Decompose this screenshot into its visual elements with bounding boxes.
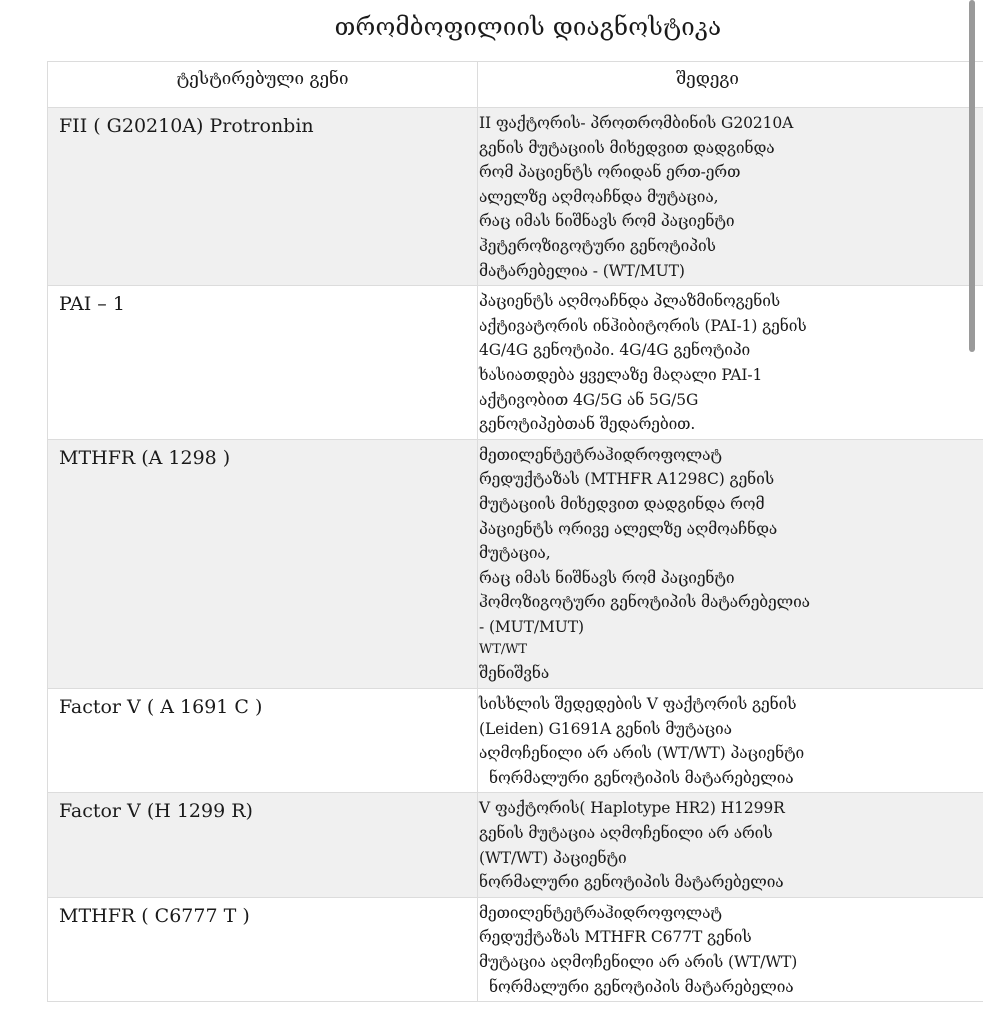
- result-cell: [478, 108, 983, 286]
- result-line: მუტაცია აღმოჩენილი არ არის (WT/WT): [479, 953, 798, 971]
- result-line: სისხლის შედედების V ფაქტორის გენის: [479, 695, 797, 714]
- gene-cell: FII ( G20210A) Protronbin: [48, 108, 478, 286]
- result-line: მატარებელია - (WT/MUT): [479, 261, 685, 280]
- result-line: II ფაქტორის- პროთრომბინის G20210A: [479, 114, 794, 132]
- result-line: მეთილენტეტრაჰიდროფოლატ: [479, 903, 722, 922]
- table-header-row: [48, 62, 983, 108]
- result-line: რომ პაციენტს ორიდან ერთ-ერთ: [479, 163, 741, 182]
- result-line: - (MUT/MUT): [479, 617, 584, 636]
- table-row: [48, 793, 983, 897]
- header-tested-gene: ტესტირებული გენი: [48, 62, 478, 108]
- table-row: [48, 286, 983, 440]
- result-line: ჰეტეროზიგოტური გენოტიპის: [479, 236, 716, 255]
- result-line: აქტივობით 4G/5G ან 5G/5G: [479, 390, 699, 409]
- result-line: ნორმალური გენოტიპის მატარებელია: [489, 977, 794, 996]
- genotype-note: WT/WT: [479, 642, 527, 658]
- result-line: მეთილენტეტრაჰიდროფოლატ: [479, 445, 722, 464]
- result-line: ჰომოზიგოტური გენოტიპის მატარებელია: [479, 593, 810, 612]
- result-cell: [478, 689, 983, 793]
- table-row: [48, 108, 983, 286]
- result-line: მუტაციის მიხედვით დადგინდა რომ: [479, 494, 765, 513]
- result-line: ნორმალური გენოტიპის მატარებელია: [489, 768, 794, 787]
- result-line: პაციენტს ორივე ალელზე აღმოაჩნდა: [479, 519, 778, 538]
- result-cell: [478, 286, 983, 440]
- vertical-scrollbar[interactable]: [969, 0, 975, 352]
- result-line: 4G/4G გენოტიპი. 4G/4G გენოტიპი: [479, 341, 751, 360]
- result-cell: [478, 793, 983, 897]
- gene-cell: MTHFR (A 1298 ): [48, 439, 478, 688]
- result-line: (WT/WT) პაციენტი: [479, 848, 627, 867]
- result-line: რაც იმას ნიშნავს რომ პაციენტი: [479, 568, 735, 587]
- result-line: ალელზე აღმოაჩნდა მუტაცია,: [479, 187, 719, 206]
- page-title: თრომბოფილიის დიაგნოსტიკა: [334, 13, 722, 41]
- result-cell: [478, 439, 983, 688]
- gene-cell: PAI – 1: [48, 286, 478, 440]
- result-line: რედუქტაზას (MTHFR A1298C) გენის: [479, 470, 775, 489]
- result-line: აღმოჩენილი არ არის (WT/WT) პაციენტი: [479, 744, 805, 763]
- result-line: V ფაქტორის( Haplotype HR2) H1299R: [479, 799, 785, 818]
- gene-cell: Factor V ( A 1691 C ): [48, 689, 478, 793]
- table-row: [48, 439, 983, 688]
- result-line: ხასიათდება ყველაზე მაღალი PAI-1: [479, 365, 763, 384]
- result-cell: [478, 897, 983, 1001]
- result-line: გენის მუტაცია აღმოჩენილი არ არის: [479, 824, 773, 843]
- result-line: ნორმალური გენოტიპის მატარებელია: [479, 873, 784, 892]
- table-row: [48, 689, 983, 793]
- result-line: აქტივატორის ინჰიბიტორის (PAI-1) გენის: [479, 316, 807, 335]
- table-row: [48, 897, 983, 1001]
- thrombophilia-table-container: [47, 61, 983, 1002]
- gene-cell: MTHFR ( C6777 T ): [48, 897, 478, 1001]
- result-line: პაციენტს აღმოაჩნდა პლაზმინოგენის: [479, 292, 781, 311]
- gene-cell: Factor V (H 1299 R): [48, 793, 478, 897]
- note-label: შენიშვნა: [479, 664, 550, 683]
- header-result: შედეგი: [478, 62, 983, 108]
- result-line: გენის მუტაციის მიხედვით დადგინდა: [479, 138, 775, 157]
- result-line: რაც იმას ნიშნავს რომ პაციენტი: [479, 212, 735, 231]
- result-line: გენოტიპებთან შედარებით.: [479, 415, 696, 434]
- result-line: მუტაცია,: [479, 544, 551, 563]
- result-line: (Leiden) G1691A გენის მუტაცია: [479, 719, 732, 738]
- thrombophilia-results-table: [47, 61, 983, 1002]
- result-line: რედუქტაზას MTHFR C677T გენის: [479, 928, 752, 947]
